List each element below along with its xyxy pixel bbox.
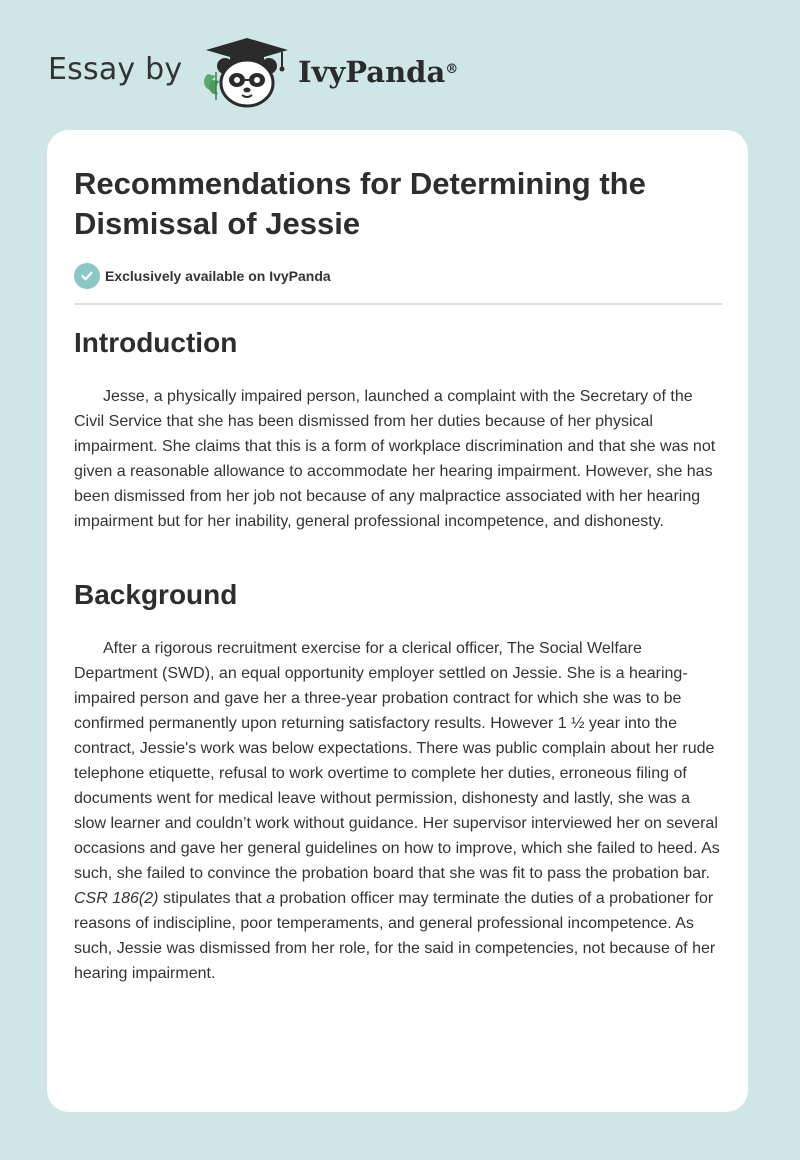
- background-text-part1: After a rigorous recruitment exercise for a clerical officer, The Social Welfare Department (SWD), an equal opportunity employer settled on Jessie. She is a hearing-impaired person and gave her a three-year probation contract for which she was to be confirmed permanently upon returning satisfactory results. However 1 ½ year into the contract, Jessie's work was below expectations. There was public complain about her rude telephone etiquette, refusal to work overtime to complete her duties, erroneous filing of documents went for medical leave without permission, dishonesty and lastly, she was a slow learner and couldn’t work without guidance. Her supervisor interviewed her on several occasions and gave her general guidelines on how to improve, which she failed to heed. As such, she failed to convince the probation board that she was fit to pass the probation bar.: [74, 640, 720, 882]
- registered-mark: ®: [445, 62, 459, 77]
- divider: [74, 303, 722, 305]
- exclusive-badge: [74, 263, 331, 289]
- essay-by-label: Essay by: [48, 52, 183, 87]
- background-paragraph: [74, 636, 722, 986]
- section-heading-background: Background: [74, 579, 238, 610]
- panda-graduate-logo-icon[interactable]: [200, 34, 294, 110]
- exclusive-label: Exclusively available on IvyPanda: [105, 268, 331, 284]
- essay-card: [47, 130, 748, 1112]
- background-text-part2: stipulates that: [162, 890, 262, 907]
- background-text-part3: probation officer may terminate the duties of a probationer for reasons of indiscipline, poor temperaments, and general professional incompetence. As such, Jessie was dismissed from her role, for the said in competencies, not because of her hearing impairment.: [74, 890, 716, 982]
- introduction-paragraph: Jesse, a physically impaired person, launched a complaint with the Secretary of the Civil Service that she has been dismissed from her duties because of her physical impairment. She claims that this is a form of workplace discrimination and that she was not given a reasonable allowance to accommodate her hearing impairment. However, she has been dismissed from her job not because of any malpractice associated with her hearing impairment but for her inability, general professional incompetence, and dishonesty.: [74, 388, 716, 530]
- brand-label: IvyPanda: [298, 55, 446, 89]
- check-icon: [74, 263, 100, 289]
- brand-name[interactable]: [298, 54, 458, 90]
- citation: CSR 186(2): [74, 890, 159, 907]
- emphasis: a: [266, 890, 276, 907]
- essay-title: Recommendations for Determining the Dismissal of Jessie: [74, 166, 646, 241]
- site-header: [0, 0, 800, 130]
- section-heading-introduction: Introduction: [74, 327, 238, 358]
